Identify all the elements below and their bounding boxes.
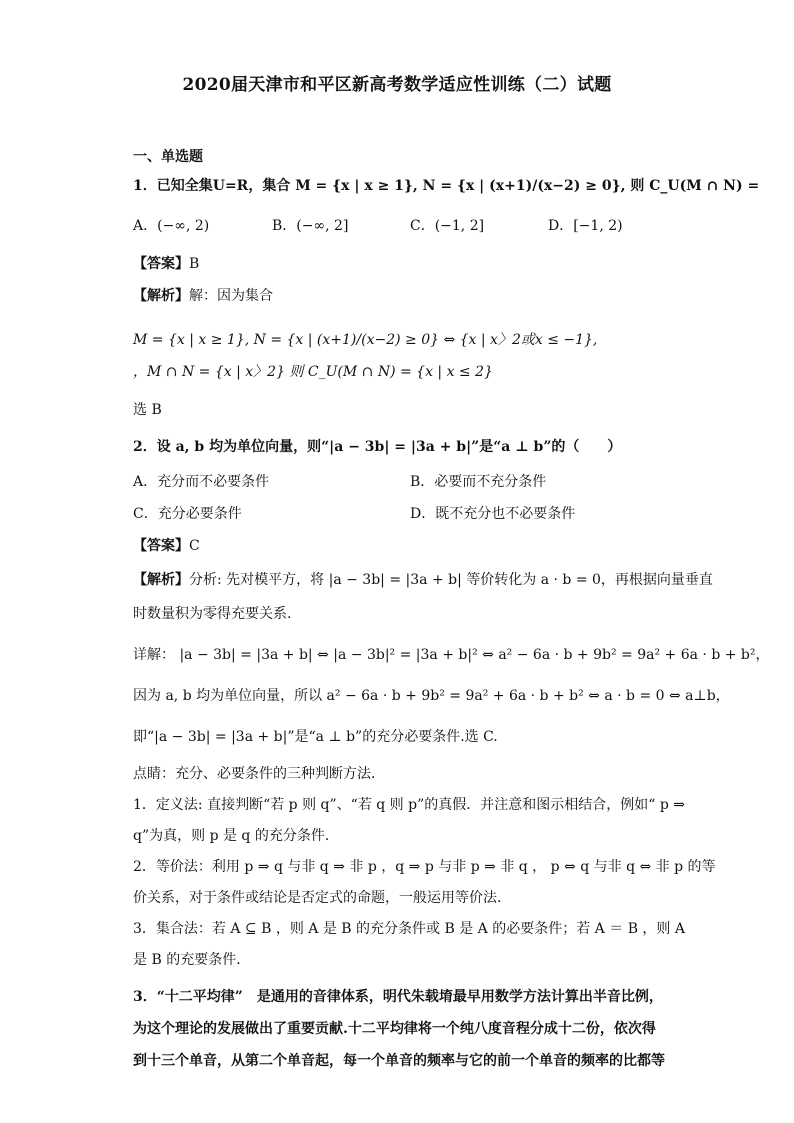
- q2-option-b: B．必要而不充分条件: [410, 474, 547, 490]
- q2-option-c: C．充分必要条件: [133, 506, 242, 522]
- q1-analysis-line2: ，M ∩ N = {x | x〉2} 则 C_U(M ∩ N) = {x | x ≤ 2}: [133, 364, 493, 380]
- q1-option-c: C．(−1, 2]: [410, 218, 485, 234]
- analysis-tag: 【解析】: [133, 288, 189, 304]
- q2-analysis-line1: [133, 570, 713, 590]
- q2-note-3a: 3．集合法：若 A ⊆ B ，则 A 是 B 的充分条件或 B 是 A 的必要条件；若 A ＝ B ，则 A: [133, 921, 685, 937]
- q2-analysis-line2: 时数量积为零得充要关系.: [133, 606, 292, 622]
- answer-value: C: [189, 538, 200, 554]
- analysis-tag: 【解析】: [133, 572, 189, 588]
- answer-value: B: [189, 256, 200, 272]
- q2-detail-3: 即“|a − 3b| = |3a + b|”是“a ⊥ b”的充分必要条件.选 C.: [133, 729, 498, 745]
- q1-option-a: A．(−∞, 2): [133, 218, 210, 234]
- q2-option-d: D．既不充分也不必要条件: [410, 506, 576, 522]
- q3-line-1: 3．“十二平均律” 是通用的音律体系，明代朱载堉最早用数学方法计算出半音比例，: [133, 989, 663, 1005]
- q2-note-title: 点睛：充分、必要条件的三种判断方法．: [133, 766, 385, 782]
- q1-conclusion: 选 B: [133, 402, 162, 418]
- q3-line-2: 为这个理论的发展做出了重要贡献.十二平均律将一个纯八度音程分成十二份，依次得: [133, 1021, 656, 1037]
- q2-stem: 2．设 a, b 均为单位向量，则“|a − 3b| = |3a + b|”是“a ⊥ b”的（ ）: [133, 439, 622, 455]
- analysis-intro: 解：因为集合: [189, 288, 273, 304]
- answer-tag: 【答案】: [133, 256, 189, 272]
- q2-detail-1: 详解： |a − 3b| = |3a + b| ⇔ |a − 3b|² = |3a + b|² ⇔ a² − 6a · b + 9b² = 9a² + 6a · b + b²，: [133, 647, 770, 663]
- page-title: 2020届天津市和平区新高考数学适应性训练（二）试题: [182, 75, 612, 95]
- q2-note-2a: 2．等价法：利用 p ⇒ q 与非 q ⇒ 非 p ，q ⇒ p 与非 p ⇒ 非 q ， p ⇔ q 与非 q ⇔ 非 p 的等: [133, 859, 716, 875]
- q2-answer: [133, 536, 200, 556]
- q2-note-2b: 价关系，对于条件或结论是否定式的命题，一般运用等价法．: [133, 890, 511, 906]
- q3-line-3: 到十三个单音，从第二个单音起，每一个单音的频率与它的前一个单音的频率的比都等: [133, 1053, 665, 1069]
- q2-note-1b: q”为真，则 p 是 q 的充分条件．: [133, 828, 339, 844]
- q2-option-a: A．充分而不必要条件: [133, 474, 270, 490]
- q1-answer: [133, 254, 199, 274]
- q1-analysis-line1: M = {x | x ≥ 1}, N = {x | (x+1)/(x−2) ≥ 0} ⇔ {x | x〉2或x ≤ −1},: [133, 332, 598, 348]
- analysis-text: 分析: 先对模平方，将 |a − 3b| = |3a + b| 等价转化为 a · b = 0，再根据向量垂直: [189, 572, 713, 588]
- q2-detail-2: 因为 a, b 均为单位向量，所以 a² − 6a · b + 9b² = 9a² + 6a · b + b² ⇔ a · b = 0 ⇔ a⊥b，: [133, 688, 730, 704]
- q1-option-d: D．[−1, 2): [548, 218, 623, 234]
- q2-note-3b: 是 B 的充要条件．: [133, 952, 251, 968]
- section-heading: 一、单选题: [133, 149, 203, 165]
- q1-stem: 1．已知全集U=R，集合 M = {x | x ≥ 1}, N = {x | (x+1)/(x−2) ≥ 0}, 则 C_U(M ∩ N) =: [133, 178, 760, 194]
- q1-analysis: [133, 286, 273, 306]
- answer-tag: 【答案】: [133, 538, 189, 554]
- q2-note-1a: 1．定义法: 直接判断“若 p 则 q”、“若 q 则 p”的真假．并注意和图示相结合，例如“ p ⇒: [133, 797, 686, 813]
- q1-option-b: B．(−∞, 2]: [272, 218, 349, 234]
